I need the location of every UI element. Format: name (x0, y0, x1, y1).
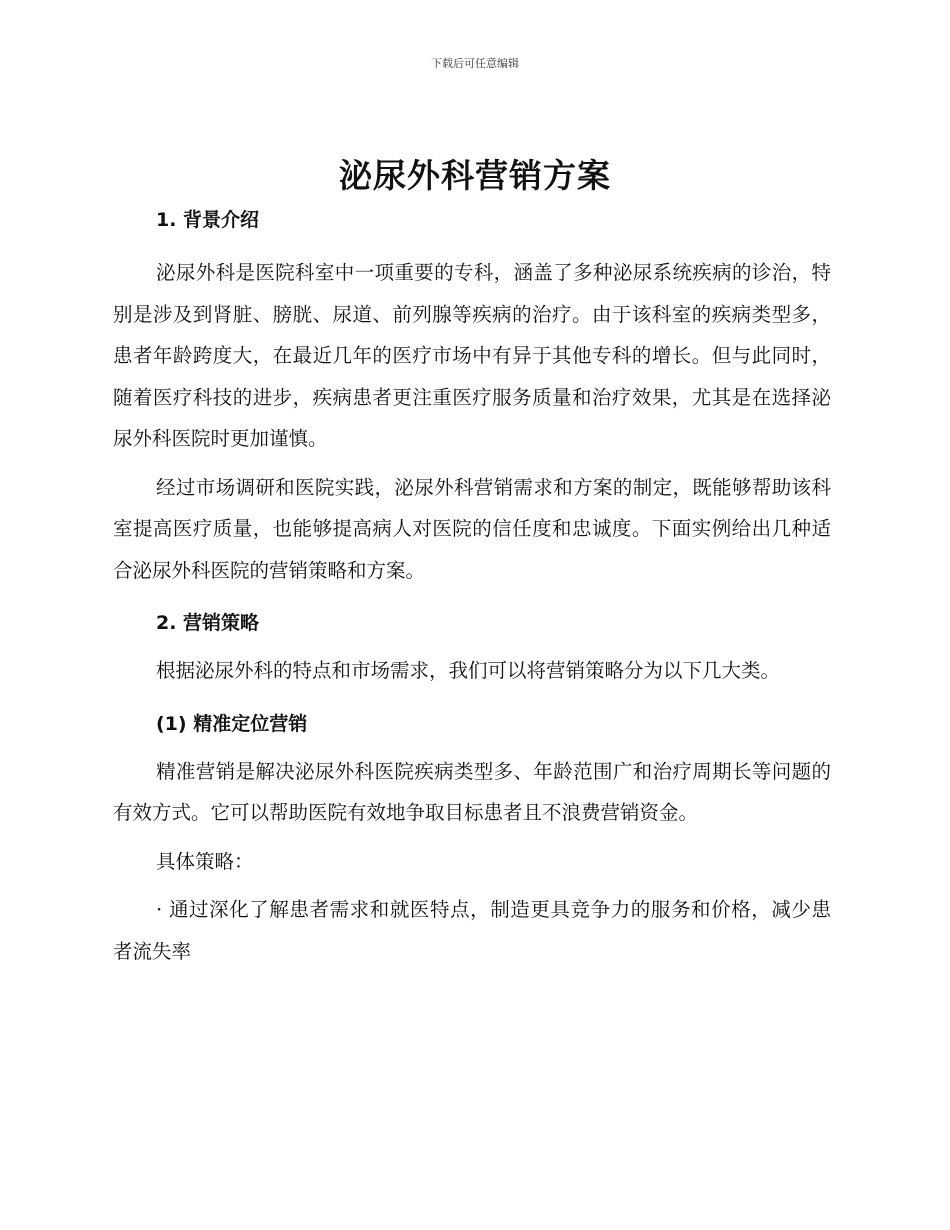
bullet-item: · 通过深化了解患者需求和就医特点，制造更具竞争力的服务和价格，减少患者流失率 (113, 898, 831, 963)
paragraph: 根据泌尿外科的特点和市场需求，我们可以将营销策略分为以下几大类。 (156, 659, 781, 682)
section-heading-background: 1. 背景介绍 (156, 209, 260, 231)
paragraph: 精准营销是解决泌尿外科医院疾病类型多、年龄范围广和治疗周期长等问题的有效方式。它可以帮助医院有效地争取目标患者且不浪费营销资金。 (113, 759, 831, 824)
section-heading-strategy: 2. 营销策略 (156, 612, 260, 634)
paragraph: 泌尿外科是医院科室中一项重要的专科，涵盖了多种泌尿系统疾病的诊治，特别是涉及到肾脏、膀胱、尿道、前列腺等疾病的治疗。由于该科室的疾病类型多，患者年龄跨度大，在最近几年的医疗市场中有异于其他专科的增长。但与此同时，随着医疗科技的进步，疾病患者更注重医疗服务质量和治疗效果，尤其是在选择泌尿外科医院时更加谨慎。 (113, 261, 831, 450)
document-body (113, 200, 831, 972)
document-title: 泌尿外科营销方案 (339, 156, 611, 195)
subsection-heading-precise-positioning: (1) 精准定位营销 (156, 712, 308, 735)
paragraph: 经过市场调研和医院实践，泌尿外科营销需求和方案的制定，既能够帮助该科室提高医疗质量，也能够提高病人对医院的信任度和忠诚度。下面实例给出几种适合泌尿外科医院的营销策略和方案。 (113, 475, 831, 582)
header-note: 下载后可任意编辑 (431, 57, 519, 70)
paragraph: 具体策略： (156, 849, 254, 873)
